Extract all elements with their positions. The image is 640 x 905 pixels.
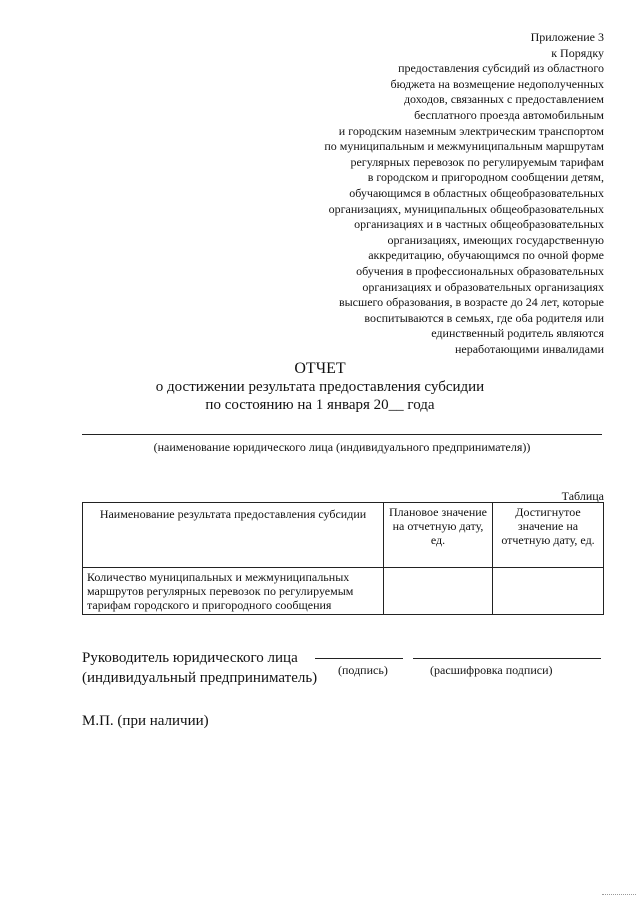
annex-line: высшего образования, в возрасте до 24 лет, которые [338,295,604,310]
results-table [82,502,604,615]
report-date-line: по состоянию на 1 января 20__ года [205,397,435,413]
signature-fill-line [315,658,403,659]
annex-line: организациях и образовательных организациях [362,279,604,294]
cell-planned-value [384,568,493,615]
annex-line: и городским наземным электрическим транспортом [338,123,604,138]
header-achieved-value: Достигнутое значение на отчетную дату, ед. [493,503,604,568]
header-result-name: Наименование результата предоставления субсидии [83,503,384,568]
signature-caption: (подпись) [338,663,388,677]
table-header-row [83,503,604,568]
annex-line: бесплатного проезда автомобильным [414,107,604,122]
annex-line: по муниципальным и межмуниципальным маршрутам [324,139,604,154]
annex-line: организациях, муниципальных общеобразовательных [328,201,604,216]
annex-line: неработающими инвалидами [454,341,604,356]
cell-result-name: Количество муниципальных и межмуниципальных маршрутов регулярных перевозок по регулируемым тарифам городского и пригородного сообщения [83,568,384,615]
signature-decode-caption: (расшифровка подписи) [430,663,553,677]
stamp-place: М.П. (при наличии) [82,713,209,729]
annex-line: Приложение 3 [530,30,604,44]
table-row [83,568,604,615]
annex-line: к Порядку [551,45,604,60]
org-name-caption: (наименование юридического лица (индивидуального предпринимателя)) [153,440,531,454]
annex-line: бюджета на возмещение недополученных [390,76,604,91]
annex-line: организациях и в частных общеобразовательных [354,217,604,232]
annex-line: единственный родитель являются [431,326,604,341]
annex-line: аккредитацию, обучающимся по очной форме [368,248,604,263]
annex-block [324,30,604,357]
table-label: Таблица [561,489,604,503]
annex-line: предоставления субсидий из областного [398,61,604,76]
report-title: ОТЧЕТ [294,360,346,377]
signature-decode-fill-line [413,658,601,659]
annex-line: воспитываются в семьях, где оба родителя или [364,310,604,325]
cell-achieved-value [493,568,604,615]
report-subtitle: о достижении результата предоставления субсидии [155,379,485,395]
annex-line: обучающимся в областных общеобразовательных [349,185,604,200]
annex-line: доходов, связанных с предоставлением [403,92,604,107]
org-name-fill-line [82,434,602,435]
annex-line: регулярных перевозок по регулируемым тарифам [350,154,604,169]
header-planned-value: Плановое значение на отчетную дату, ед. [384,503,493,568]
signatory-block [82,648,317,688]
annex-line: организациях, имеющих государственную [387,232,604,247]
signatory-title: Руководитель юридического лица [82,650,298,666]
annex-line: в городском и пригородном сообщении детям, [367,170,604,185]
scan-artifact [602,894,636,896]
report-title-block [0,360,640,414]
annex-line: обучения в профессиональных образовательных [356,263,604,278]
signatory-subtitle: (индивидуальный предприниматель) [82,670,318,686]
